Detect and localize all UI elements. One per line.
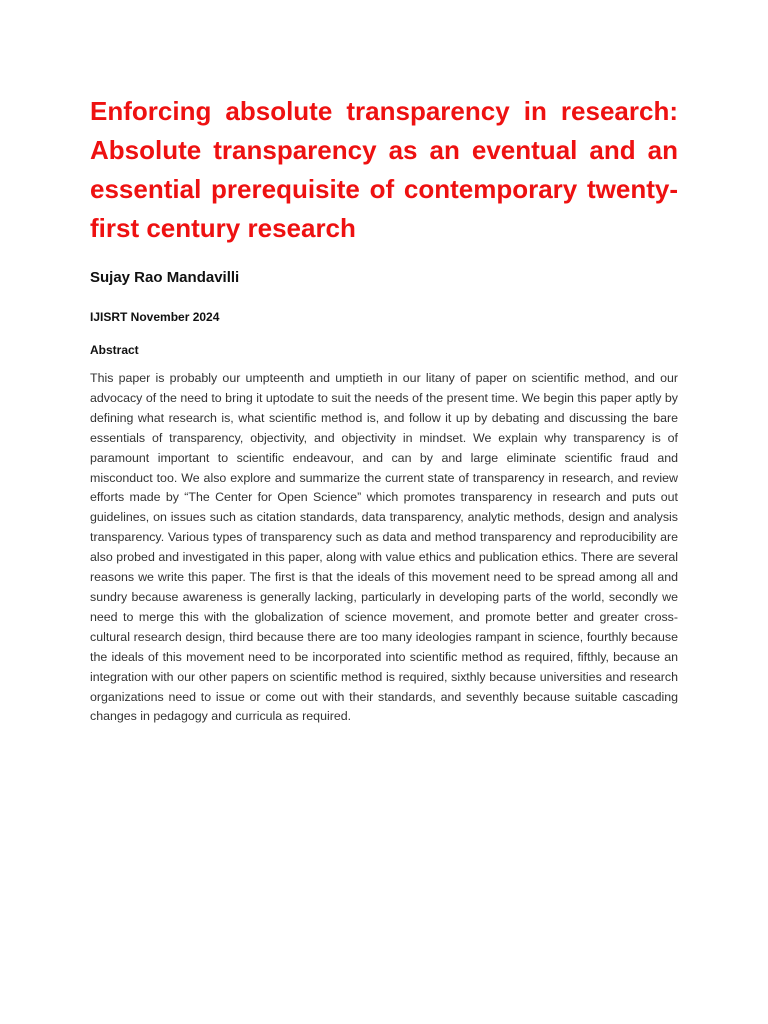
paper-page xyxy=(90,92,678,740)
author-name: Sujay Rao Mandavilli xyxy=(90,269,240,286)
paper-title: Enforcing absolute transparency in research: Absolute transparency as an eventual and an essential prerequisite of contemporary twenty-first century research xyxy=(90,96,678,243)
journal-line: IJISRT November 2024 xyxy=(90,310,220,324)
abstract-heading: Abstract xyxy=(90,343,139,357)
abstract-body: This paper is probably our umpteenth and umptieth in our litany of paper on scientific method, and our advocacy of the need to bring it uptodate to suit the needs of the present time. We begin this paper aptly by defining what research is, what scientific method is, and follow it up by debating and discussing the bare essentials of transparency, objectivity, and objectivity in mindset. We explain why transparency is of paramount important to scientific endeavour, and can by and large eliminate scientific fraud and misconduct too. We also explore and summarize the current state of transparency in research, and review efforts made by “The Center for Open Science” which promotes transparency in research and puts out guidelines, on issues such as citation standards, data transparency, analytic methods, design and analysis transparency. Various types of transparency such as data and method transparency and reproducibility are also probed and investigated in this paper, along with value ethics and publication ethics. There are several reasons we write this paper. The first is that the ideals of this movement need to be spread among all and sundry because awareness is generally lacking, particularly in developing parts of the world, secondly we need to merge this with the globalization of science movement, and promote better and greater cross-cultural research design, third because there are too many ideologies rampant in science, fourthly because the ideals of this movement need to be incorporated into scientific method as required, fifthly, because an integration with our other papers on scientific method is required, sixthly because universities and research organizations need to issue or come out with their standards, and seventhly because suitable cascading changes in pedagogy and curricula as required. xyxy=(90,371,678,724)
